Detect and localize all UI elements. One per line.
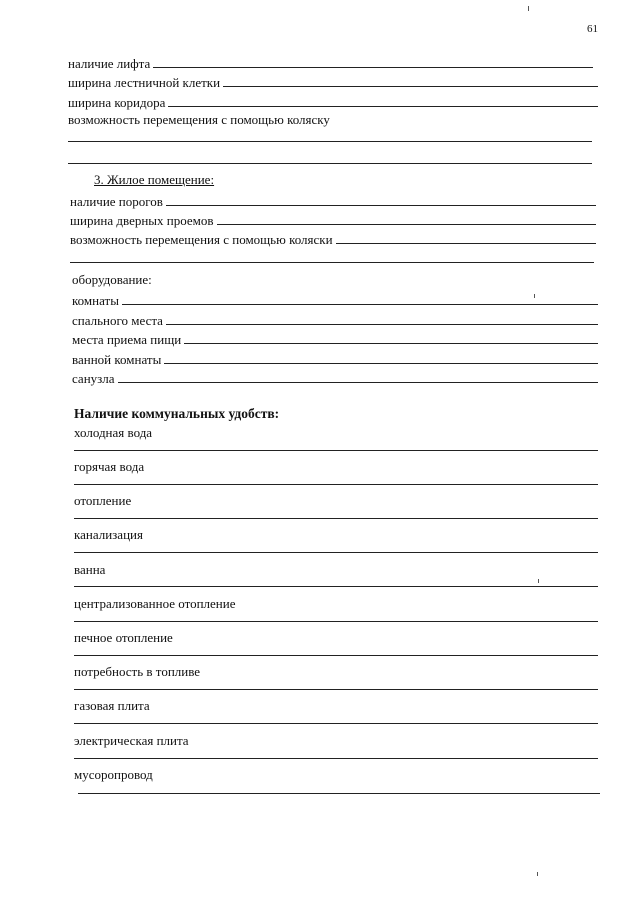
field-rooms xyxy=(72,291,598,308)
fill-line[interactable] xyxy=(164,363,598,364)
fill-line[interactable] xyxy=(74,586,598,587)
fill-line[interactable] xyxy=(122,304,598,305)
field-label: ванной комнаты xyxy=(72,352,162,367)
utility-label: горячая вода xyxy=(74,459,145,474)
utility-label: газовая плита xyxy=(74,698,150,713)
equipment-label: оборудование: xyxy=(72,272,152,287)
utility-label: централизованное отопление xyxy=(74,596,236,611)
utility-label: печное отопление xyxy=(74,630,173,645)
field-label: места приема пищи xyxy=(72,332,182,347)
fill-line[interactable] xyxy=(74,621,598,622)
page-number: 61 xyxy=(587,23,598,35)
fill-line[interactable] xyxy=(223,86,598,87)
fill-line[interactable] xyxy=(70,262,594,263)
fill-line[interactable] xyxy=(74,758,598,759)
field-bathroom xyxy=(72,350,598,367)
field-label: ширина лестничной клетки xyxy=(68,75,221,90)
field-thresholds xyxy=(70,192,596,209)
fill-line[interactable] xyxy=(153,67,593,68)
field-label: спального места xyxy=(72,313,163,328)
utility-label: электрическая плита xyxy=(74,733,189,748)
scan-mark xyxy=(528,6,529,11)
field-label: комнаты xyxy=(72,293,119,308)
utility-label: холодная вода xyxy=(74,425,153,440)
utility-label: канализация xyxy=(74,527,143,542)
field-toilet xyxy=(72,369,598,386)
scan-mark xyxy=(537,872,538,876)
scan-mark xyxy=(538,579,539,583)
field-lift xyxy=(68,54,593,71)
field-stair-width xyxy=(68,73,598,90)
fill-line[interactable] xyxy=(166,324,598,325)
fill-line[interactable] xyxy=(74,655,598,656)
fill-line[interactable] xyxy=(74,723,598,724)
section-heading-dwelling: 3. Жилое помещение: xyxy=(94,172,215,187)
scan-mark xyxy=(534,294,535,298)
fill-line[interactable] xyxy=(74,552,598,553)
fill-line[interactable] xyxy=(166,205,596,206)
fill-line[interactable] xyxy=(336,243,596,244)
fill-line[interactable] xyxy=(68,141,592,142)
field-wheelchair-dwelling xyxy=(70,230,596,247)
field-corridor-width xyxy=(68,93,598,110)
utility-label: ванна xyxy=(74,562,106,577)
field-sleeping xyxy=(72,311,598,328)
field-door-width xyxy=(70,211,596,228)
fill-line[interactable] xyxy=(168,106,598,107)
fill-line[interactable] xyxy=(118,382,598,383)
field-label: санузла xyxy=(72,371,115,386)
fill-line[interactable] xyxy=(74,484,598,485)
fill-line[interactable] xyxy=(74,689,598,690)
fill-line[interactable] xyxy=(74,450,598,451)
utility-label: мусоропровод xyxy=(74,767,153,782)
field-wheelchair-building-label: возможность перемещения с помощью коляску xyxy=(68,112,330,127)
section-heading-utilities: Наличие коммунальных удобств: xyxy=(74,406,280,421)
utility-label: отопление xyxy=(74,493,132,508)
fill-line[interactable] xyxy=(68,163,592,164)
field-label: ширина дверных проемов xyxy=(70,213,214,228)
utility-label: потребность в топливе xyxy=(74,664,201,679)
fill-line[interactable] xyxy=(74,518,598,519)
field-label: возможность перемещения с помощью коляски xyxy=(70,232,333,247)
fill-line[interactable] xyxy=(217,224,596,225)
fill-line[interactable] xyxy=(184,343,598,344)
field-eating xyxy=(72,330,598,347)
field-label: ширина коридора xyxy=(68,95,166,110)
field-label: наличие лифта xyxy=(68,56,151,71)
fill-line[interactable] xyxy=(78,793,600,794)
field-label: наличие порогов xyxy=(70,194,163,209)
